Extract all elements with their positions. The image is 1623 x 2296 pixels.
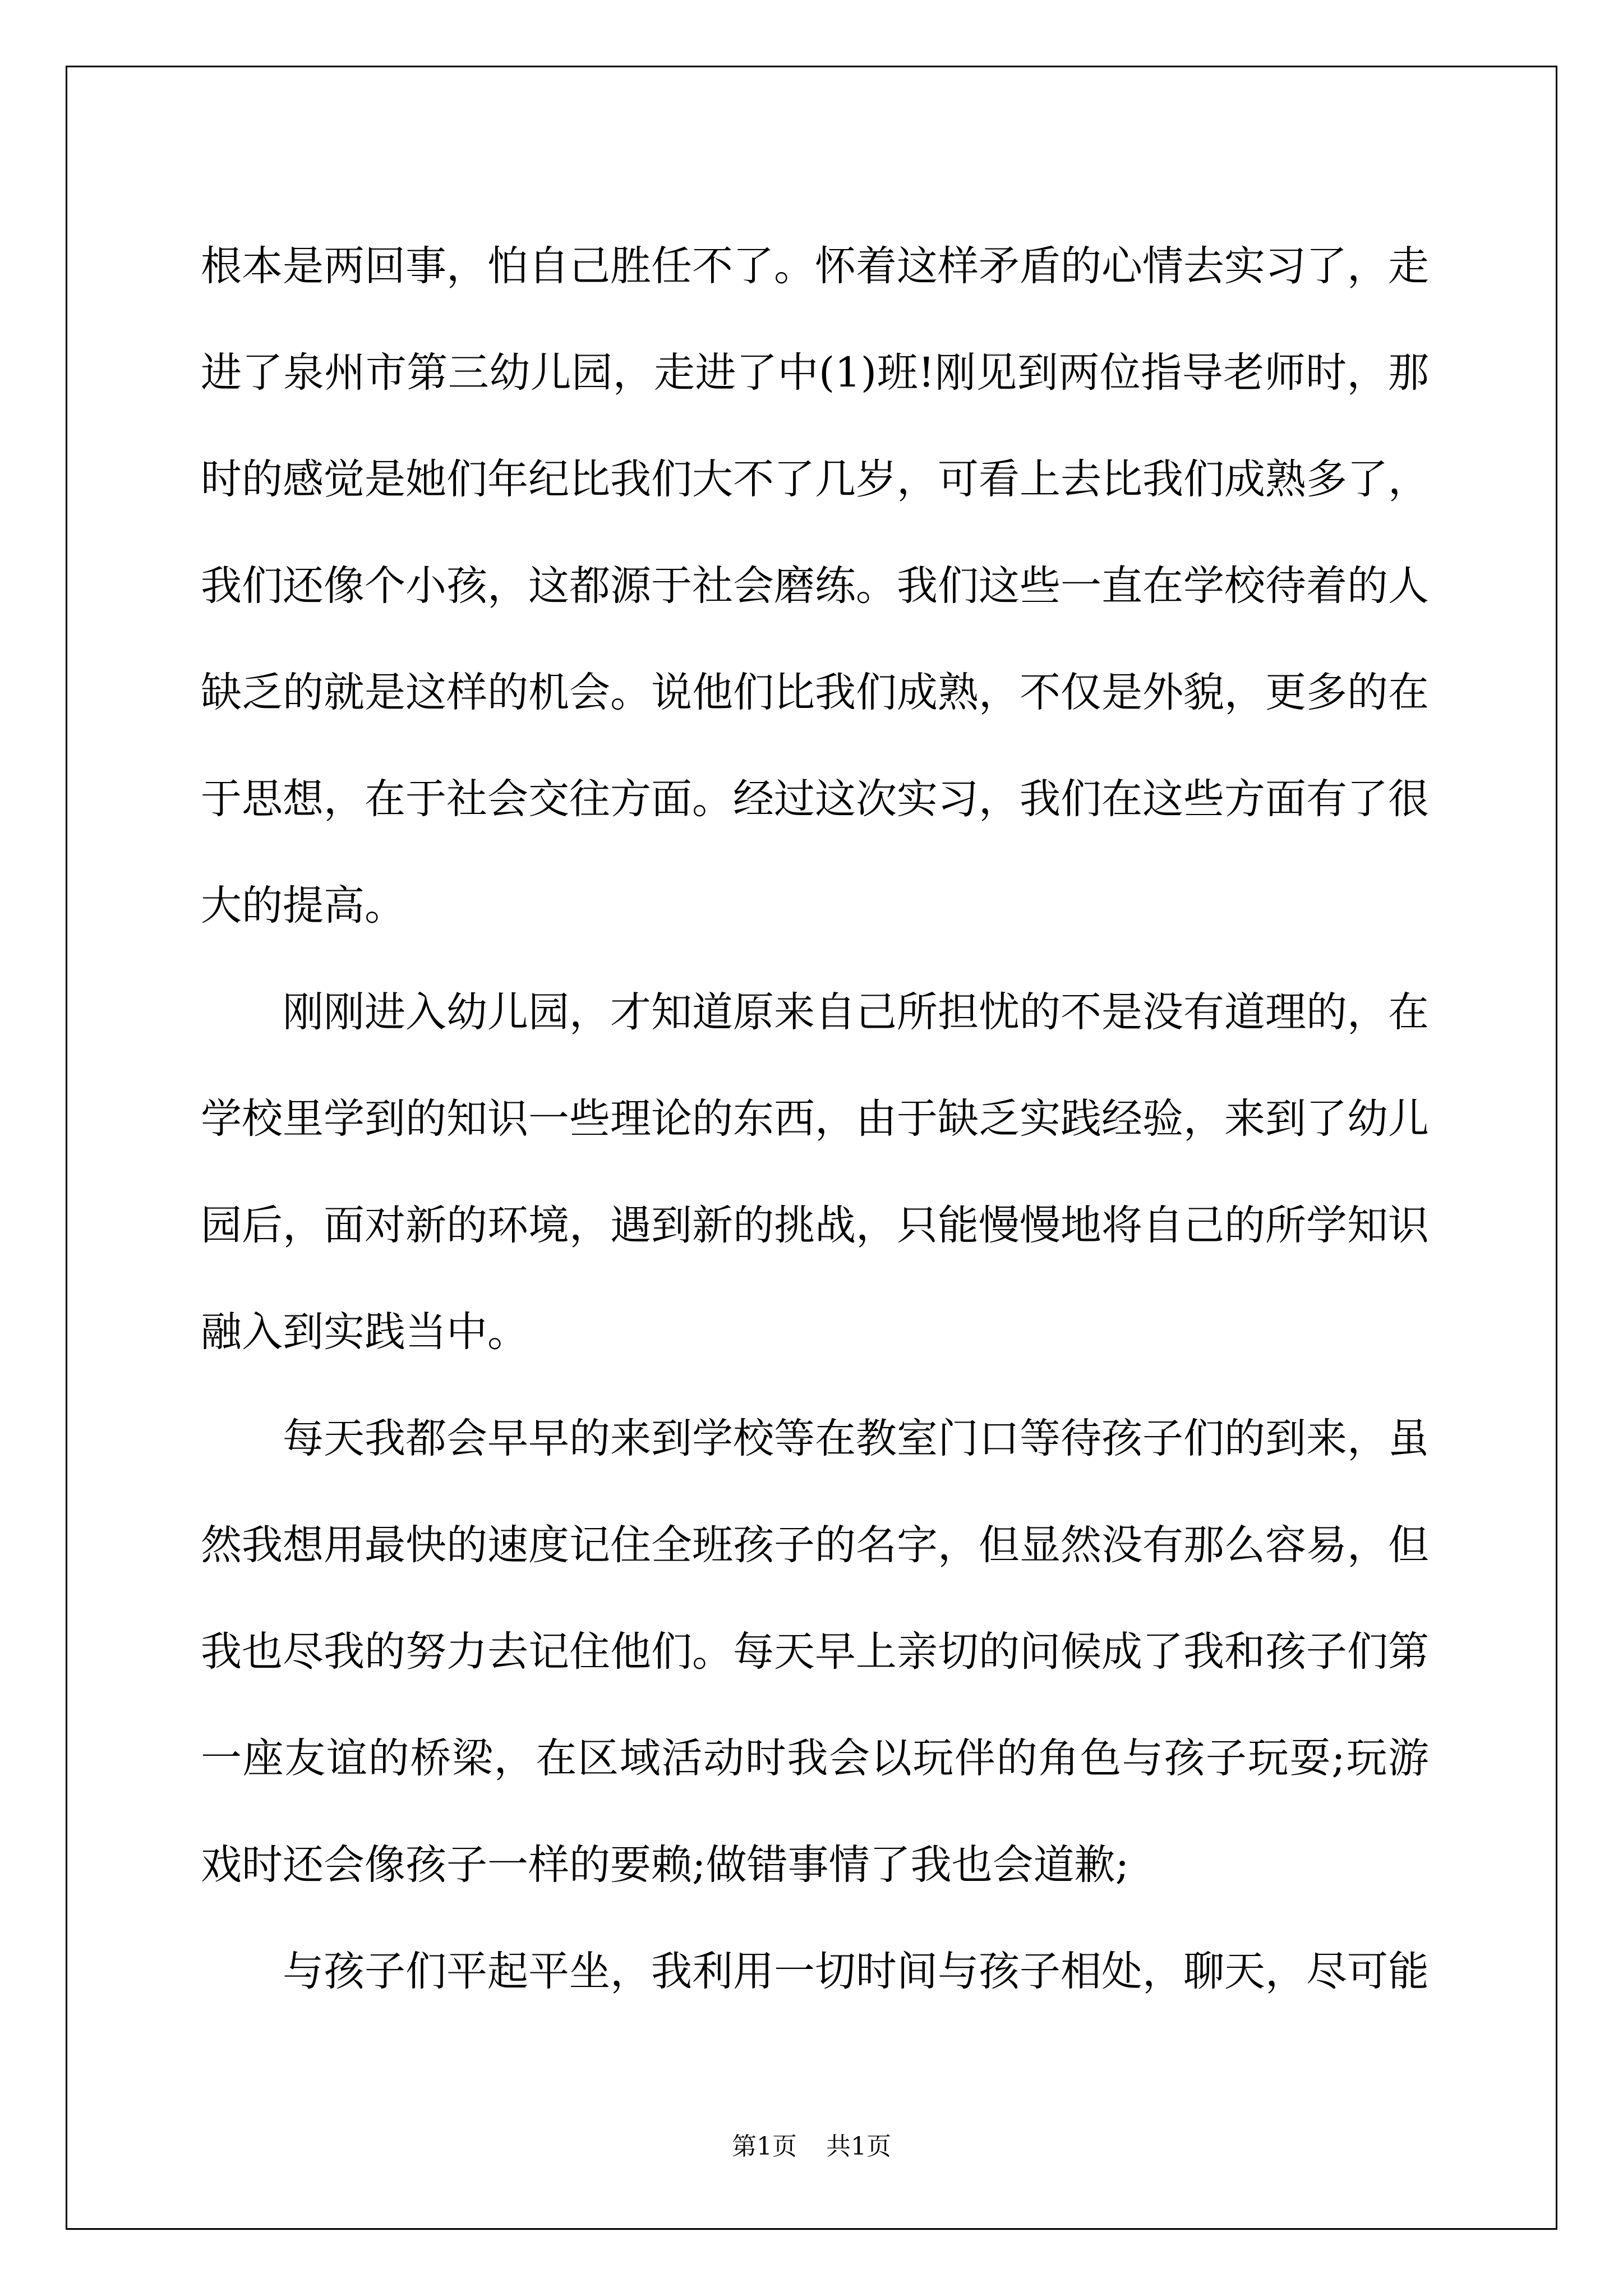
paragraph-4: 与孩子们平起平坐，我利用一切时间与孩子相处，聊天，尽可能 [283, 1948, 1429, 1995]
total-pages-label: 共1页 [826, 2132, 891, 2161]
paragraph-3: 每天我都会早早的来到学校等在教室门口等待孩子们的到来，虽然我想用最快的速度记住全班孩子的名字，但显然没有那么容易，但我也尽我的努力去记住他们。每天早上亲切的问候成了我和孩子们第一座友谊的桥梁，在区域活动时我会以玩伴的角色与孩子玩耍;玩游戏时还会像孩子一样的要赖;做错事情了我也会道歉; [201, 1415, 1429, 1889]
document-body [201, 213, 1429, 2025]
paragraph-1: 根本是两回事，怕自己胜任不了。怀着这样矛盾的心情去实习了，走进了泉州市第三幼儿园，走进了中(1)班!刚见到两位指导老师时，那时的感觉是她们年纪比我们大不了几岁，可看上去比我们成熟多了，我们还像个小孩，这都源于社会磨练。我们这些一直在学校待着的人缺乏的就是这样的机会。说他们比我们成熟，不仅是外貌，更多的在于思想，在于社会交往方面。经过这次实习，我们在这些方面有了很大的提高。 [201, 242, 1429, 930]
page-footer [0, 2126, 1623, 2162]
paragraph-2: 刚刚进入幼儿园，才知道原来自己所担忧的不是没有道理的，在学校里学到的知识一些理论的东西，由于缺乏实践经验，来到了幼儿园后，面对新的环境，遇到新的挑战，只能慢慢地将自己的所学知识融入到实践当中。 [201, 988, 1429, 1356]
page-number-label: 第1页 [732, 2132, 797, 2161]
